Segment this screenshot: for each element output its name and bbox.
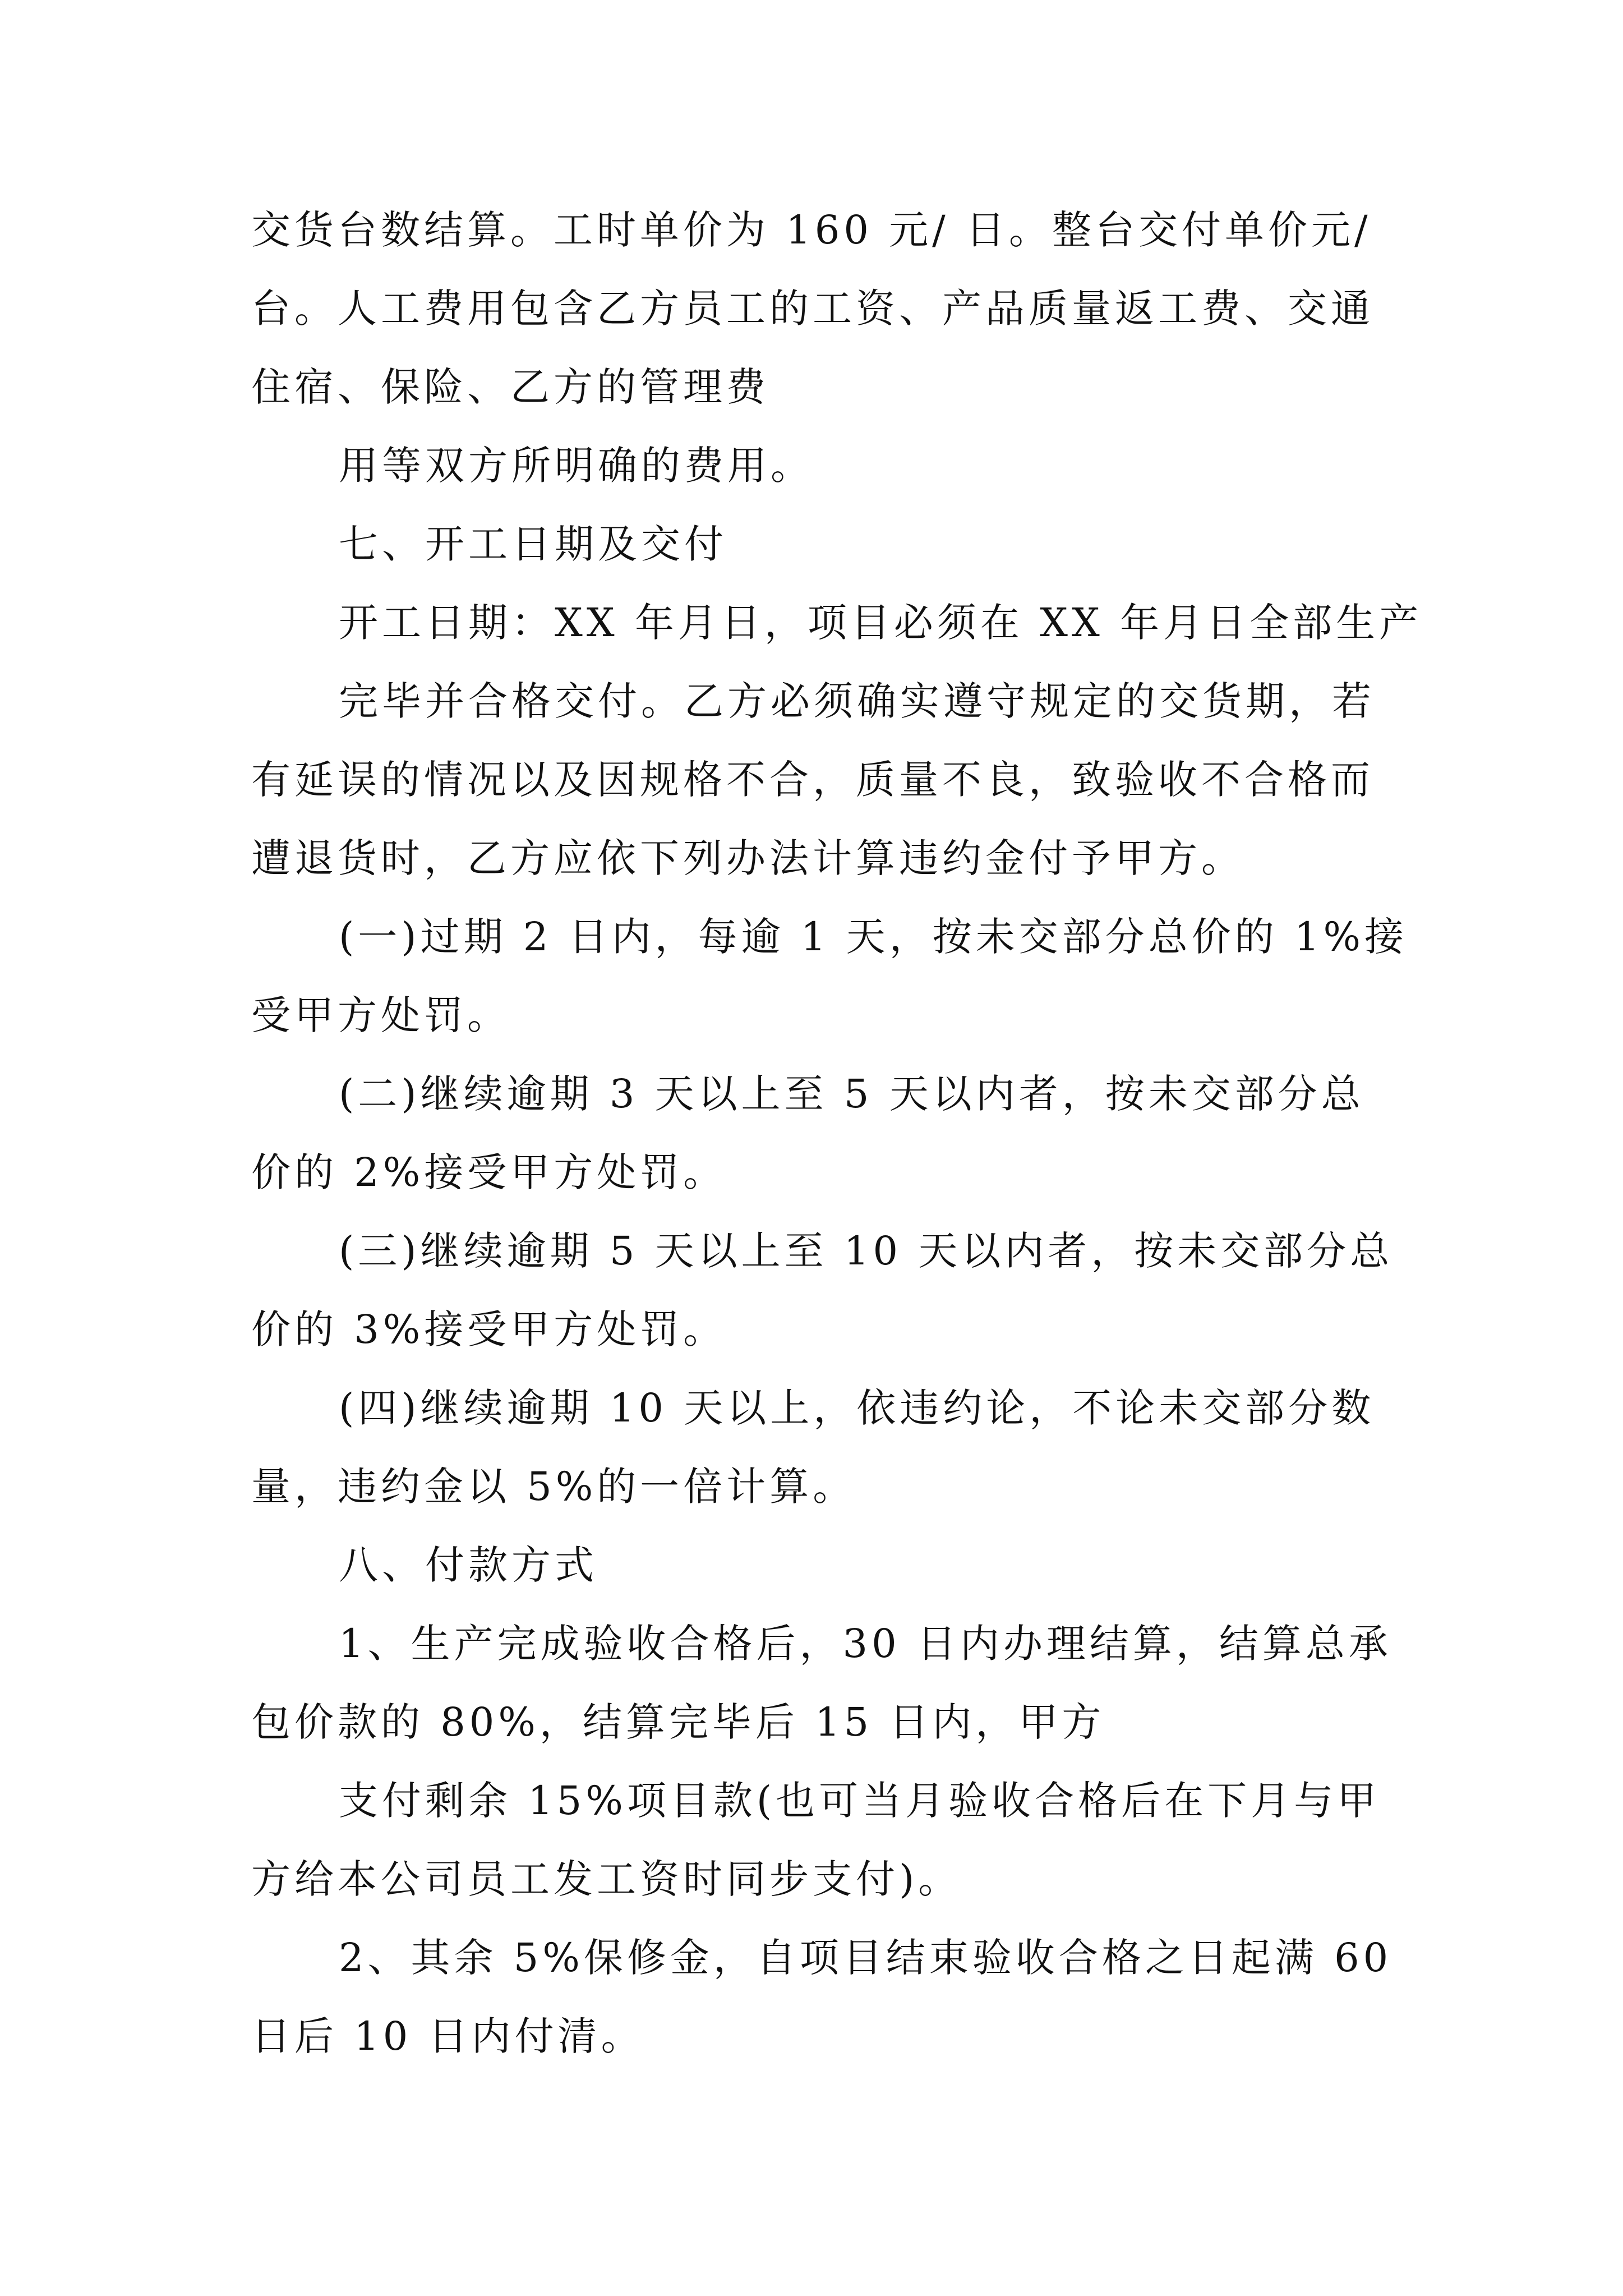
text-line: 1、生产完成验收合格后，30 日内办理结算，结算总承 [339,1621,1392,1667]
text-line: 价的 2%接受甲方处罚。 [251,1149,727,1195]
text-line: 开工日期：XX 年月日，项目必须在 XX 年月日全部生产 [339,600,1423,646]
text-line: (四)继续逾期 10 天以上，依违约论，不论未交部分数 [339,1385,1375,1431]
text-line: 支付剩余 15%项目款(也可当月验收合格后在下月与甲 [339,1778,1381,1824]
text-line: (一)过期 2 日内，每逾 1 天，按未交部分总价的 1%接 [339,914,1408,960]
text-line: 有延误的情况以及因规格不合，质量不良，致验收不合格而 [251,757,1374,803]
text-line: 包价款的 80%，结算完毕后 15 日内，甲方 [251,1699,1105,1745]
text-line: 遭退货时，乙方应依下列办法计算违约金付予甲方。 [251,835,1244,881]
text-line: 2、其余 5%保修金，自项目结束验收合格之日起满 60 [339,1935,1393,1981]
text-line: 台。人工费用包含乙方员工的工资、产品质量返工费、交通 [251,286,1374,332]
text-line: 受甲方处罚。 [251,992,510,1038]
section-heading: 八、付款方式 [339,1542,598,1588]
text-line: 日后 10 日内付清。 [251,2013,644,2059]
text-line: 完毕并合格交付。乙方必须确实遵守规定的交货期，若 [339,678,1375,724]
text-line: 住宿、保险、乙方的管理费 [251,364,769,410]
text-line: 量，违约金以 5%的一倍计算。 [251,1464,856,1510]
section-heading: 七、开工日期及交付 [339,521,727,567]
text-line: (二)继续逾期 3 天以上至 5 天以内者，按未交部分总 [339,1071,1364,1117]
document-body [251,191,1423,2076]
text-line: 交货台数结算。工时单价为 160 元/ 日。整台交付单价元/ [251,207,1372,253]
text-line: (三)继续逾期 5 天以上至 10 天以内者，按未交部分总 [339,1228,1394,1274]
text-line: 方给本公司员工发工资时同步支付)。 [251,1856,962,1902]
text-line: 用等双方所明确的费用。 [339,443,814,489]
text-line: 价的 3%接受甲方处罚。 [251,1306,727,1352]
